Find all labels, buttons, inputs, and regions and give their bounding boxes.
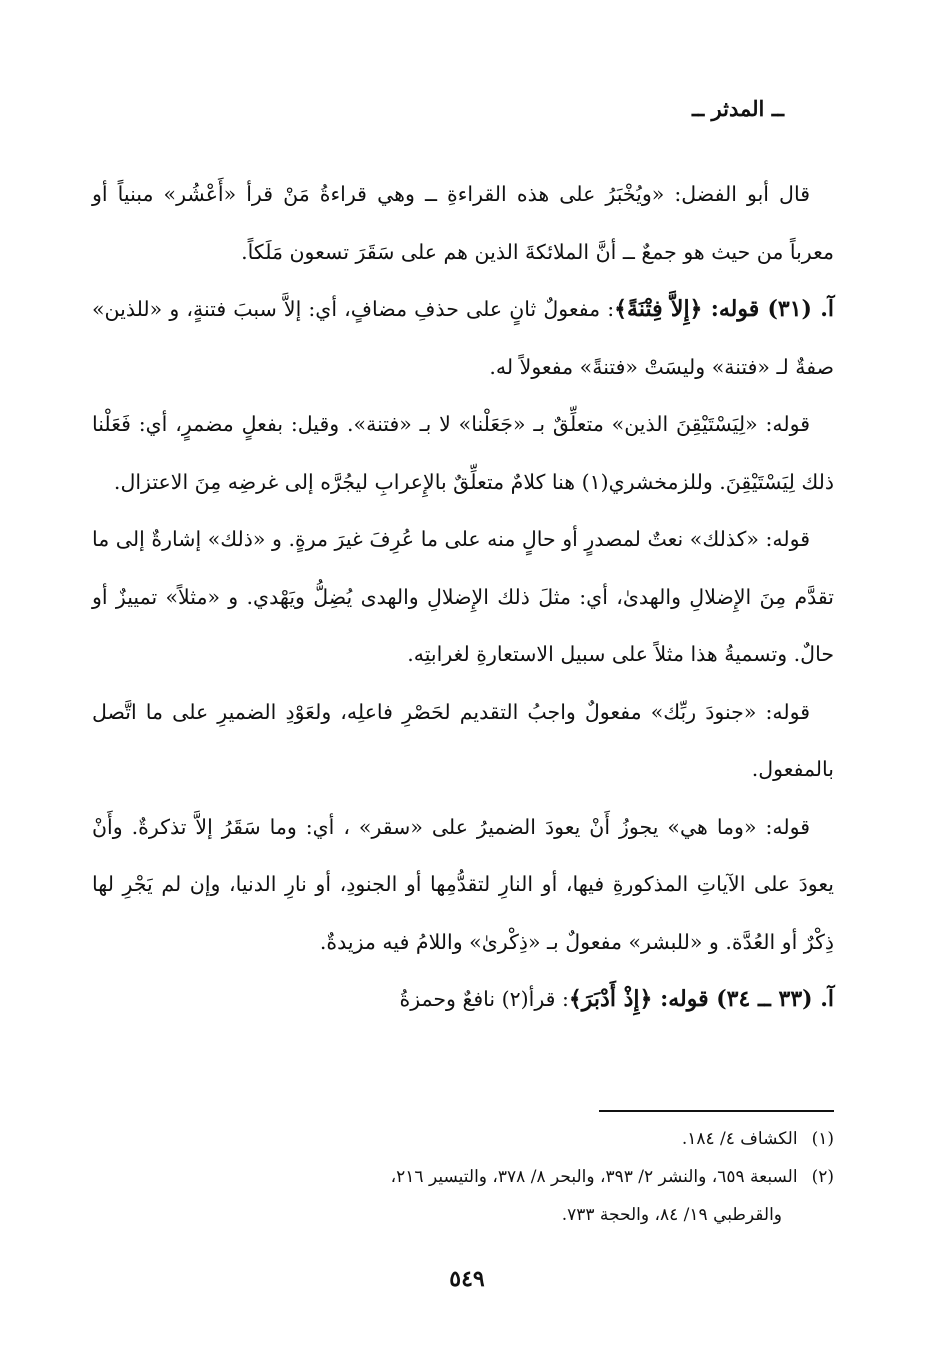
paragraph-1 (92, 166, 834, 281)
footnote-number: (١) (811, 1129, 834, 1149)
footnotes (92, 1120, 834, 1234)
paragraph-4 (92, 511, 834, 684)
footnote-2 (92, 1158, 834, 1196)
footnote-1 (92, 1120, 834, 1158)
footnote-text: السبعة ٦٥٩، والنشر ٢/ ٣٩٣، والبحر ٨/ ٣٧٨، والتيسير ٢١٦، (390, 1167, 798, 1187)
running-header: ــ المدثر ــ (691, 96, 784, 121)
verse-lead: آ. (٣٣ ــ ٣٤) قوله: ﴿إِذْ أَدْبَرَ﴾ (568, 986, 834, 1012)
verse-lead: آ. (٣١) قوله: ﴿إِلاَّ فِتْنَةً﴾ (614, 296, 835, 322)
paragraph-text: قوله: «كذلك» نعتٌ لمصدرٍ أو حالٍ منه على ما عُرِفَ غيرَ مرةٍ. و «ذلك» إشارةٌ إلى ما تقدَّم مِنَ الإِضلالِ والهدىٰ، أي: مثلَ ذلك الإِضلالِ والهدى يُضِلُّ ويَهْدي. و «مثلاً» تمييزٌ أو حالٌ. وتسميةُ هذا مثلاً على سبيل الاستعارةِ لغرابتِه. (92, 527, 834, 666)
footnote-number: (٢) (811, 1167, 834, 1187)
paragraph-3 (92, 396, 834, 511)
paragraph-text: : قرأ(٢) نافعٌ وحمزةُ (399, 987, 569, 1011)
paragraph-text: قال أبو الفضل: «ويُخْبَرُ على هذه القراءةِ ــ وهي قراءةُ مَنْ قرأ «أَعْشُر» مبنياً أو معرباً من حيث هو جمعٌ ــ أنَّ الملائكةَ الذين هم على سَقَرَ تسعون مَلَكاً. (92, 182, 834, 264)
main-text (92, 166, 834, 1029)
paragraph-5 (92, 684, 834, 799)
paragraph-2 (92, 281, 834, 396)
paragraph-text: قوله: «جنودَ ربِّك» مفعولٌ واجبُ التقديم لحَصْرِ فاعلِه، ولعَوْدِ الضميرِ على ما اتَّصل بالمفعول. (92, 699, 834, 781)
paragraph-6 (92, 799, 834, 972)
footnote-2-continuation: والقرطبي ١٩/ ٨٤، والحجة ٧٣٣. (561, 1205, 782, 1225)
paragraph-text: قوله: «لِيَسْتَيْقِنَ الذين» متعلِّقٌ بـ «جَعَلْنا» لا بـ «فتنة». وقيل: بفعلٍ مضمرٍ، أي: فَعَلْنا ذلك لِيَسْتَيْقِنَ. وللزمخشري(١) هنا كلامٌ متعلِّقٌ بالإِعرابِ ليجُرَّه إلى غرضِه مِنَ الاعتزال. (92, 412, 834, 494)
footnote-separator (599, 1110, 834, 1112)
page-number: ٥٤٩ (449, 1266, 485, 1292)
footnote-text: الكشاف ٤/ ١٨٤. (681, 1129, 798, 1149)
paragraph-7 (92, 971, 834, 1029)
paragraph-text: قوله: «وما هي» يجوزُ أَنْ يعودَ الضميرُ على «سقر» ، أي: وما سَقَرُ إلاَّ تذكرةٌ. وأَنْ يعودَ على الآياتِ المذكورةِ فيها، أو النارِ لتقدُّمِها أو الجنودِ، أو نارِ الدنيا، وإن لم يَجْرِ لها ذِكْرٌ أو العُدَّة. و «للبشر» مفعولٌ بـ «ذِكْرىٰ» واللامُ فيه مزيدةٌ. (92, 814, 834, 954)
paragraph-text: : مفعولٌ ثانٍ على حذفِ مضافٍ، أي: إلاَّ سببَ فتنةٍ، و «للذين» صفةٌ لـ «فتنة» وليسَتْ «فتنةً» مفعولاً له. (92, 297, 834, 379)
